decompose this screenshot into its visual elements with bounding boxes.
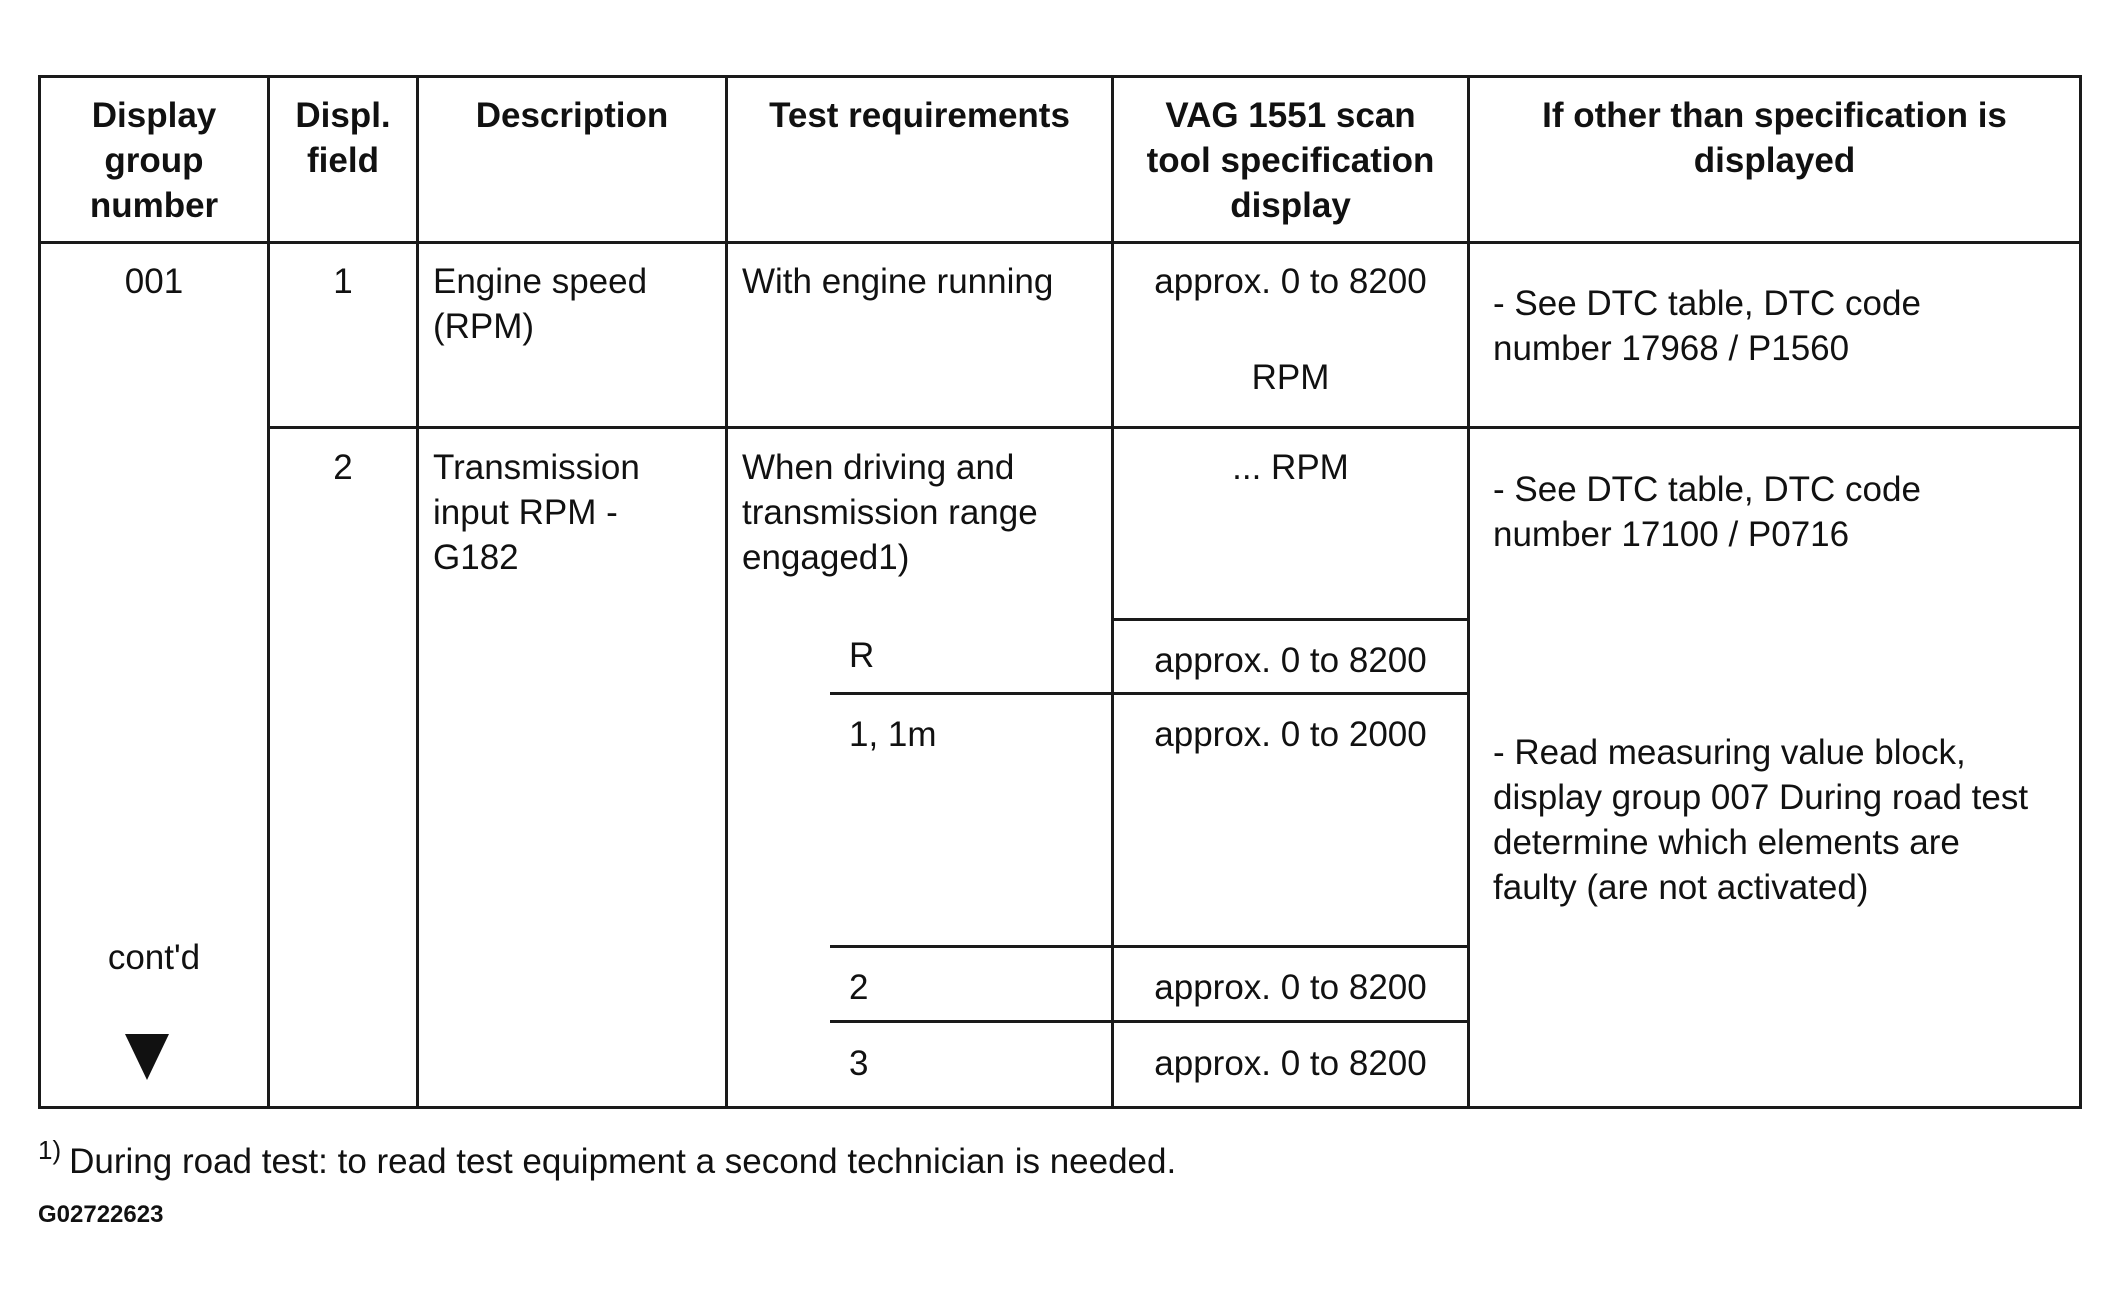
row2-spec-header: ... RPM [1232,448,1349,487]
figure-id: G02722623 [38,1201,164,1228]
header-description: Description [475,96,669,135]
row1-bottom-border [267,426,2082,429]
subrow-1-bottom-border [830,945,1470,948]
col-divider-4 [1111,75,1114,1109]
continued-arrow-icon [125,1034,169,1080]
subrow-value: approx. 0 to 8200 [1154,968,1427,1007]
row1-spec-unit: RPM [1251,358,1330,397]
row2-if-other-measuring: - Read measuring value block, display group 007 During road test determine which elements are faulty (are not activated) [1493,733,2029,907]
row1-description: Engine speed (RPM) [433,262,648,346]
row2-field: 2 [333,448,353,487]
header-bottom-border [38,241,2082,244]
continued-label: cont'd [107,938,201,977]
subrow-range: 3 [849,1044,869,1083]
table-top-border [38,75,2082,78]
table-bottom-border [38,1106,2082,1109]
table-right-border [2079,75,2082,1109]
header-display-group: Display group number [89,96,219,225]
subrow-value: approx. 0 to 8200 [1154,1044,1427,1083]
footnote [38,1128,1176,1184]
col-divider-5 [1467,75,1470,1109]
subrow-2-bottom-border [830,1020,1470,1023]
row2-description: Transmission input RPM - G182 [433,448,640,577]
subrow-value: approx. 0 to 8200 [1154,641,1427,680]
footnote-marker: 1) [38,1135,62,1165]
footnote-text: During road test: to read test equipment a second technician is needed. [69,1142,1177,1181]
subrow-r-bottom-border [830,692,1470,695]
row1-if-other: - See DTC table, DTC code number 17968 / P1560 [1493,284,1921,368]
header-if-other: If other than specification is displayed [1542,96,2007,180]
header-test-requirements: Test requirements [769,96,1070,135]
row1-spec-value: approx. 0 to 8200 [1154,262,1427,301]
row2-if-other-dtc: - See DTC table, DTC code number 17100 / P0716 [1493,470,1921,554]
row1-test-requirement: With engine running [742,262,1054,301]
col-divider-1 [267,75,270,1109]
subrow-range: R [849,636,875,675]
header-displ-field: Displ. field [295,96,391,180]
subrow-value: approx. 0 to 2000 [1154,715,1427,754]
spec-header-bottom-border [1111,618,1470,621]
col-divider-2 [416,75,419,1109]
subrow-range: 2 [849,968,869,1007]
header-spec-display: VAG 1551 scan tool specification display [1146,96,1435,225]
subrow-range: 1, 1m [849,715,937,754]
col-divider-3 [725,75,728,1109]
row1-field: 1 [333,262,353,301]
group-number: 001 [124,262,184,301]
row2-test-requirement: When driving and transmission range engaged1) [742,448,1038,577]
